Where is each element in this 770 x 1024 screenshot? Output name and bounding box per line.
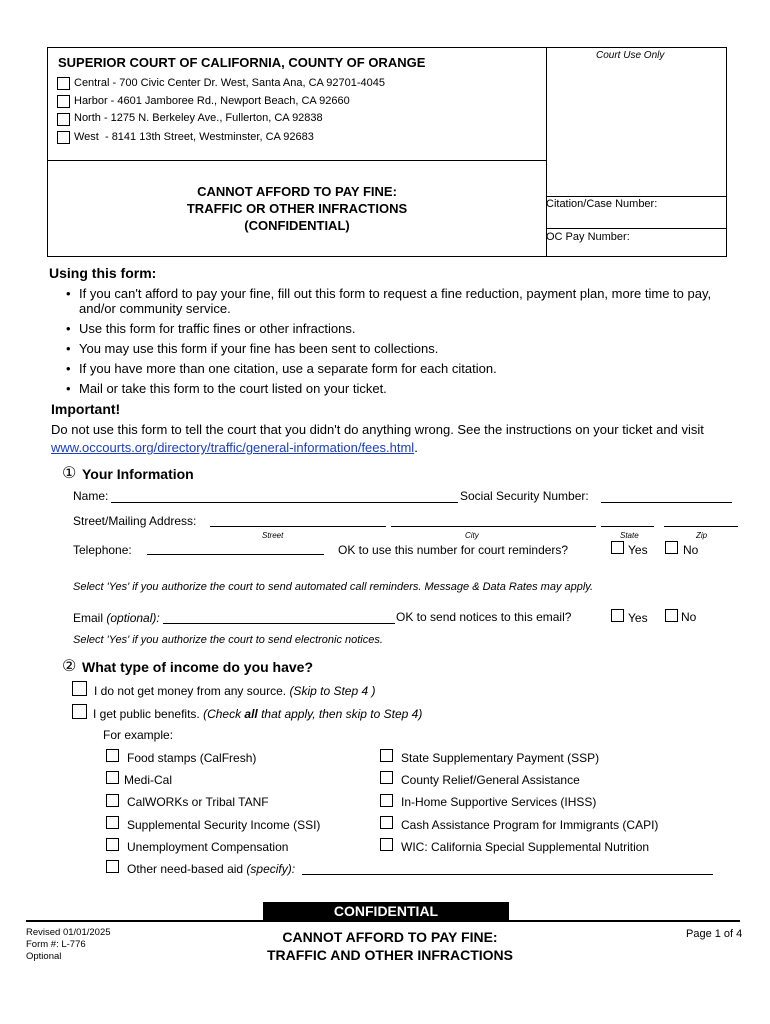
benefit-ihss-checkbox[interactable] bbox=[380, 794, 393, 807]
important-text bbox=[51, 421, 731, 457]
benefit-unemployment-label: Unemployment Compensation bbox=[127, 840, 289, 854]
footer-optional: Optional bbox=[26, 951, 62, 962]
step2-heading: What type of income do you have? bbox=[82, 659, 314, 675]
benefit-other-checkbox[interactable] bbox=[106, 860, 119, 873]
email-no-checkbox[interactable] bbox=[665, 609, 678, 622]
important-heading: Important! bbox=[51, 401, 121, 417]
fees-link[interactable]: www.occourts.org/directory/traffic/general-information/fees.html bbox=[51, 440, 415, 455]
using-bullet: • If you have more than one citation, use a separate form for each citation. bbox=[63, 361, 723, 376]
email-label bbox=[73, 611, 160, 625]
name-field[interactable] bbox=[111, 502, 458, 503]
location-north-checkbox[interactable] bbox=[57, 113, 70, 126]
for-example-label: For example: bbox=[103, 728, 174, 742]
step1-number: ① bbox=[62, 465, 77, 482]
city-field[interactable] bbox=[391, 526, 596, 527]
email-no-label: No bbox=[681, 610, 697, 624]
email-field[interactable] bbox=[163, 623, 395, 624]
footer-title-line1: CANNOT AFFORD TO PAY FINE: bbox=[282, 929, 498, 945]
location-central-checkbox[interactable] bbox=[57, 77, 70, 90]
benefit-capi-checkbox[interactable] bbox=[380, 816, 393, 829]
footer-revised: Revised 01/01/2025 bbox=[26, 927, 111, 938]
form-title-line2: TRAFFIC OR OTHER INFRACTIONS bbox=[186, 201, 408, 216]
benefit-medi-cal-label: Medi-Cal bbox=[124, 773, 173, 787]
name-label: Name: bbox=[73, 489, 109, 503]
state-sublabel: State bbox=[620, 531, 639, 540]
benefit-wic-checkbox[interactable] bbox=[380, 838, 393, 851]
street-sublabel: Street bbox=[262, 531, 284, 540]
public-benefits-all: all bbox=[244, 707, 258, 721]
confidential-banner: CONFIDENTIAL bbox=[263, 902, 509, 921]
public-benefits-label bbox=[93, 707, 422, 721]
no-income-checkbox[interactable] bbox=[72, 681, 87, 696]
using-bullet: • If you can't afford to pay your fine, fill out this form to request a fine reduction, payment plan, more time to pay, and/or community service. bbox=[63, 286, 723, 316]
benefit-calworks-label: CalWORKs or Tribal TANF bbox=[127, 795, 269, 809]
telephone-label: Telephone: bbox=[73, 543, 132, 557]
public-benefits-checkbox[interactable] bbox=[72, 704, 87, 719]
using-bullet: • Use this form for traffic fines or other infractions. bbox=[63, 321, 723, 336]
phone-no-label: No bbox=[683, 543, 699, 557]
form-title-line1: CANNOT AFFORD TO PAY FINE: bbox=[197, 184, 397, 199]
city-sublabel: City bbox=[465, 531, 479, 540]
footer-title-line2: TRAFFIC AND OTHER INFRACTIONS bbox=[266, 947, 514, 963]
benefit-calworks-checkbox[interactable] bbox=[106, 794, 119, 807]
no-income-label bbox=[94, 684, 375, 698]
benefit-medi-cal-checkbox[interactable] bbox=[106, 771, 119, 784]
citation-divider bbox=[546, 196, 727, 197]
email-ok-question: OK to send notices to this email? bbox=[396, 610, 572, 624]
email-yes-checkbox[interactable] bbox=[611, 609, 624, 622]
using-heading: Using this form: bbox=[49, 265, 157, 281]
state-field[interactable] bbox=[601, 526, 654, 527]
court-name: SUPERIOR COURT OF CALIFORNIA, COUNTY OF ORANGE bbox=[58, 55, 426, 70]
using-bullet: • Mail or take this form to the court listed on your ticket. bbox=[63, 381, 723, 396]
zip-field[interactable] bbox=[664, 526, 738, 527]
location-west-label: West - 8141 13th Street, Westminster, CA 92683 bbox=[74, 131, 314, 143]
important-end: . bbox=[414, 440, 418, 455]
email-label-text: Email bbox=[73, 611, 104, 625]
benefit-calfresh-checkbox[interactable] bbox=[106, 749, 119, 762]
email-note: Select 'Yes' if you authorize the court to send electronic notices. bbox=[73, 634, 383, 646]
email-optional: (optional): bbox=[106, 611, 160, 625]
email-yes-label: Yes bbox=[628, 611, 648, 625]
benefit-ssp-checkbox[interactable] bbox=[380, 749, 393, 762]
citation-number-label: Citation/Case Number: bbox=[546, 198, 658, 210]
phone-no-checkbox[interactable] bbox=[665, 541, 678, 554]
no-income-text: I do not get money from any source. bbox=[94, 684, 290, 698]
benefit-other-specify: (specify): bbox=[246, 862, 296, 876]
benefit-capi-label: Cash Assistance Program for Immigrants (CAPI) bbox=[401, 818, 659, 832]
step1-heading: Your Information bbox=[82, 466, 194, 482]
footer-form-number: Form #: L-776 bbox=[26, 939, 86, 950]
zip-sublabel: Zip bbox=[696, 531, 708, 540]
page-number: Page 1 of 4 bbox=[686, 928, 743, 940]
oc-pay-number-label: OC Pay Number: bbox=[546, 231, 630, 243]
benefit-other-label bbox=[127, 862, 295, 876]
header-divider bbox=[47, 160, 547, 161]
step2-number: ② bbox=[62, 658, 77, 675]
ssn-label: Social Security Number: bbox=[460, 489, 589, 503]
footer-rule bbox=[26, 920, 740, 922]
benefit-unemployment-checkbox[interactable] bbox=[106, 838, 119, 851]
public-benefits-instr-b: that apply, then skip to Step 4) bbox=[257, 707, 423, 721]
phone-note: Select 'Yes' if you authorize the court to send automated call reminders. Message & Data Rates may apply. bbox=[73, 581, 594, 593]
benefit-other-text: Other need-based aid bbox=[127, 862, 247, 876]
form-title bbox=[47, 183, 547, 234]
footer-title bbox=[230, 928, 550, 964]
benefit-county-relief-checkbox[interactable] bbox=[380, 771, 393, 784]
location-north-label: North - 1275 N. Berkeley Ave., Fullerton, CA 92838 bbox=[74, 112, 323, 124]
using-bullets bbox=[63, 286, 723, 401]
public-benefits-text: I get public benefits. bbox=[93, 707, 204, 721]
benefit-calfresh-label: Food stamps (CalFresh) bbox=[127, 751, 257, 765]
public-benefits-instr-a: (Check bbox=[203, 707, 245, 721]
form-title-line3: (CONFIDENTIAL) bbox=[244, 218, 350, 233]
benefit-ssi-label: Supplemental Security Income (SSI) bbox=[127, 818, 321, 832]
footer-form-info bbox=[26, 927, 111, 963]
ssn-field[interactable] bbox=[601, 502, 732, 503]
benefit-county-relief-label: County Relief/General Assistance bbox=[401, 773, 580, 787]
street-field[interactable] bbox=[210, 526, 386, 527]
benefit-wic-label: WIC: California Special Supplemental Nutrition bbox=[401, 840, 650, 854]
benefit-ihss-label: In-Home Supportive Services (IHSS) bbox=[401, 795, 597, 809]
location-harbor-label: Harbor - 4601 Jamboree Rd., Newport Beach, CA 92660 bbox=[74, 95, 350, 107]
using-bullet: • You may use this form if your fine has been sent to collections. bbox=[63, 341, 723, 356]
important-body: Do not use this form to tell the court that you didn't do anything wrong. See the instructions on your ticket and visit bbox=[51, 422, 704, 437]
court-use-only-label: Court Use Only bbox=[596, 50, 665, 61]
phone-ok-question: OK to use this number for court reminders? bbox=[338, 543, 569, 557]
location-west-checkbox[interactable] bbox=[57, 131, 70, 144]
phone-yes-checkbox[interactable] bbox=[611, 541, 624, 554]
phone-yes-label: Yes bbox=[628, 543, 648, 557]
benefit-ssi-checkbox[interactable] bbox=[106, 816, 119, 829]
benefit-other-field[interactable] bbox=[302, 874, 713, 875]
benefit-ssp-label: State Supplementary Payment (SSP) bbox=[401, 751, 600, 765]
no-income-instruction: (Skip to Step 4 ) bbox=[289, 684, 376, 698]
street-label: Street/Mailing Address: bbox=[73, 514, 197, 528]
oc-pay-divider bbox=[546, 228, 727, 229]
telephone-field[interactable] bbox=[147, 554, 324, 555]
location-harbor-checkbox[interactable] bbox=[57, 95, 70, 108]
location-central-label: Central - 700 Civic Center Dr. West, Santa Ana, CA 92701-4045 bbox=[74, 77, 386, 89]
